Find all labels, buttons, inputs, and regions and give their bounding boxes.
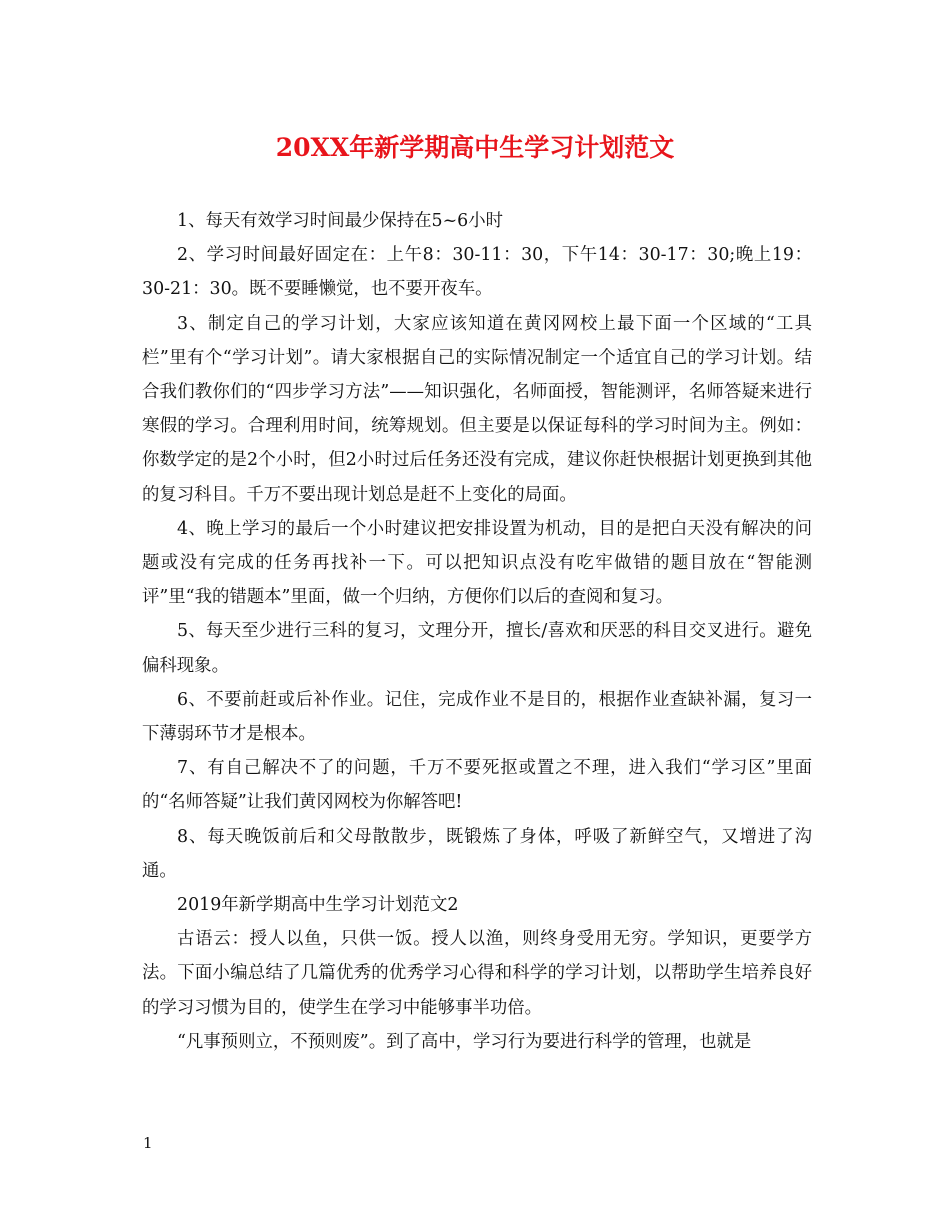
paragraph-9: 古语云：授人以鱼，只供一饭。授人以渔，则终身受用无穷。学知识，更要学方法。下面小编总结了几篇优秀的优秀学习心得和科学的学习计划，以帮助学生培养良好的学习习惯为目的，使学生在学习中能够事半功倍。: [142, 929, 812, 1018]
paragraph-1: 1、每天有效学习时间最少保持在5~6小时: [177, 211, 504, 231]
paragraph-7: 7、有自己解决不了的问题，千万不要死抠或置之不理，进入我们“学习区”里面的“名师答疑”让我们黄冈网校为你解答吧!: [142, 758, 812, 813]
paragraph-10: “凡事预则立，不预则废”。到了高中，学习行为要进行科学的管理，也就是: [177, 1031, 752, 1052]
paragraph-6: 6、不要前赶或后补作业。记住，完成作业不是目的，根据作业查缺补漏，复习一下薄弱环节才是根本。: [142, 689, 812, 745]
paragraph-5: 5、每天至少进行三科的复习，文理分开，擅长/喜欢和厌恶的科目交叉进行。避免偏科现象。: [142, 621, 812, 676]
paragraph-2: 2、学习时间最好固定在：上午8：30-11：30，下午14：30-17：30;晚上19：30-21：30。既不要睡懒觉，也不要开夜车。: [142, 245, 812, 300]
paragraph-4: 4、晚上学习的最后一个小时建议把安排设置为机动，目的是把白天没有解决的问题或没有完成的任务再找补一下。可以把知识点没有吃牢做错的题目放在“智能测评”里“我的错题本”里面，做一个归纳，方便你们以后的查阅和复习。: [142, 518, 812, 608]
section-heading-2: 2019年新学期高中生学习计划范文2: [177, 895, 459, 916]
document-body: [142, 204, 812, 1059]
document-title: 20XX年新学期高中生学习计划范文: [275, 133, 675, 162]
page-number: 1: [143, 1134, 153, 1152]
paragraph-8: 8、每天晚饭前后和父母散散步，既锻炼了身体，呼吸了新鲜空气，又增进了沟通。: [142, 826, 812, 881]
paragraph-3: 3、制定自己的学习计划，大家应该知道在黄冈网校上最下面一个区域的“工具栏”里有个“学习计划”。请大家根据自己的实际情况制定一个适宜自己的学习计划。结合我们教你们的“四步学习方法”——知识强化，名师面授，智能测评，名师答疑来进行寒假的学习。合理利用时间，统筹规划。但主要是以保证每科的学习时间为主。例如：你数学定的是2个小时，但2小时过后任务还没有完成，建议你赶快根据计划更换到其他的复习科目。千万不要出现计划总是赶不上变化的局面。: [142, 313, 812, 505]
